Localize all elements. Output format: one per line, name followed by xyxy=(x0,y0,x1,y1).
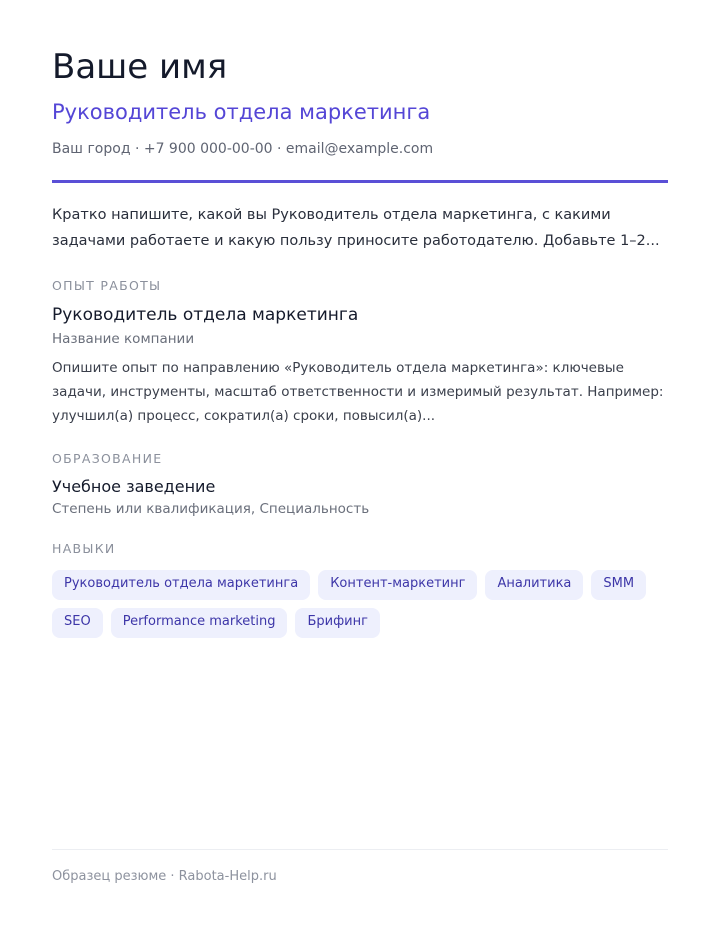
skills-list xyxy=(52,570,672,638)
footer-divider xyxy=(52,849,668,850)
job-role: Руководитель отдела маркетинга xyxy=(52,305,359,325)
skill-chip: SEO xyxy=(52,608,103,638)
skill-chip: Руководитель отдела маркетинга xyxy=(52,570,310,600)
contact-line: Ваш город · +7 900 000-00-00 · email@example.com xyxy=(52,141,434,157)
education-degree: Степень или квалификация, Специальность xyxy=(52,501,370,517)
skill-chip: Брифинг xyxy=(295,608,380,638)
job-description: Опишите опыт по направлению «Руководитель отдела маркетинга»: ключевые задачи, инструменты, масштаб ответственности и измеримый результат. Например: улучшил(а) процесс, сократил(а) сроки, повысил(а)... xyxy=(52,360,664,424)
skill-chip: Контент-маркетинг xyxy=(318,570,477,600)
skill-chip: Performance marketing xyxy=(111,608,288,638)
desired-position: Руководитель отдела маркетинга xyxy=(52,100,431,124)
resume-page xyxy=(52,0,668,936)
education-section-title: ОБРАЗОВАНИЕ xyxy=(52,451,163,466)
skill-chip: SMM xyxy=(591,570,646,600)
skill-chip: Аналитика xyxy=(485,570,583,600)
header-divider xyxy=(52,180,668,183)
skills-section-title: НАВЫКИ xyxy=(52,541,116,556)
education-school: Учебное заведение xyxy=(52,477,216,496)
summary-text: Кратко напишите, какой вы Руководитель отдела маркетинга, с какими задачами работаете и какую пользу приносите работодателю. Добавьте 1–2... xyxy=(52,207,660,249)
candidate-name: Ваше имя xyxy=(52,47,228,87)
experience-section-title: ОПЫТ РАБОТЫ xyxy=(52,278,162,293)
job-company: Название компании xyxy=(52,331,195,347)
footer-note: Образец резюме · Rabota-Help.ru xyxy=(52,869,277,884)
